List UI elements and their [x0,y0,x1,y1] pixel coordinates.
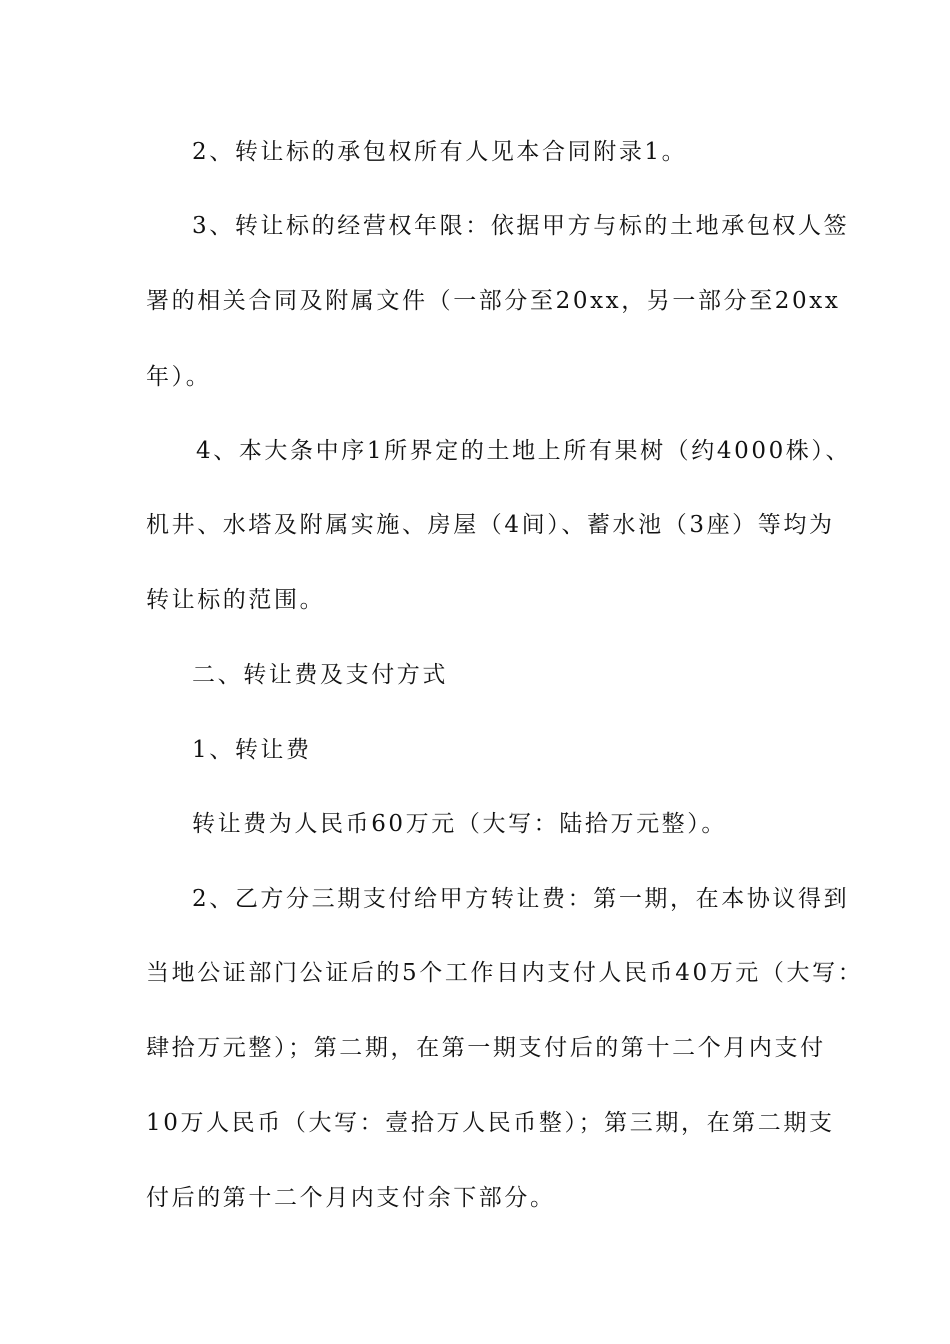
section-2-heading: 二、转让费及支付方式 [192,662,448,688]
clause-4-scope-line-1: 4、本大条中序1所界定的土地上所有果树（约4000株）、 [196,438,852,464]
payment-clause-line-3: 肆拾万元整）；第二期，在第一期支付后的第十二个月内支付 [146,1035,826,1061]
payment-clause-line-5: 付后的第十二个月内支付余下部分。 [146,1185,556,1211]
subsection-1-heading: 1、转让费 [192,737,312,763]
payment-clause-line-4: 10万人民币（大写：壹拾万人民币整）；第三期，在第二期支 [146,1110,835,1136]
clause-3-term-line-1: 3、转让标的经营权年限：依据甲方与标的土地承包权人签 [192,213,850,239]
payment-clause-line-1: 2、乙方分三期支付给甲方转让费：第一期，在本协议得到 [192,886,850,912]
clause-4-scope-line-3: 转让标的范围。 [146,587,326,613]
fee-amount-paragraph: 转让费为人民币60万元（大写：陆拾万元整）。 [192,811,727,837]
clause-2-owner: 2、转让标的承包权所有人见本合同附录1。 [192,139,688,165]
payment-clause-line-2: 当地公证部门公证后的5个工作日内支付人民币40万元（大写： [146,960,864,986]
clause-3-term-line-3: 年）。 [146,364,212,390]
clause-3-term-line-2: 署的相关合同及附属文件（一部分至20xx，另一部分至20xx [146,288,841,314]
clause-4-scope-line-2: 机井、水塔及附属实施、房屋（4间）、蓄水池（3座）等均为 [146,512,835,538]
